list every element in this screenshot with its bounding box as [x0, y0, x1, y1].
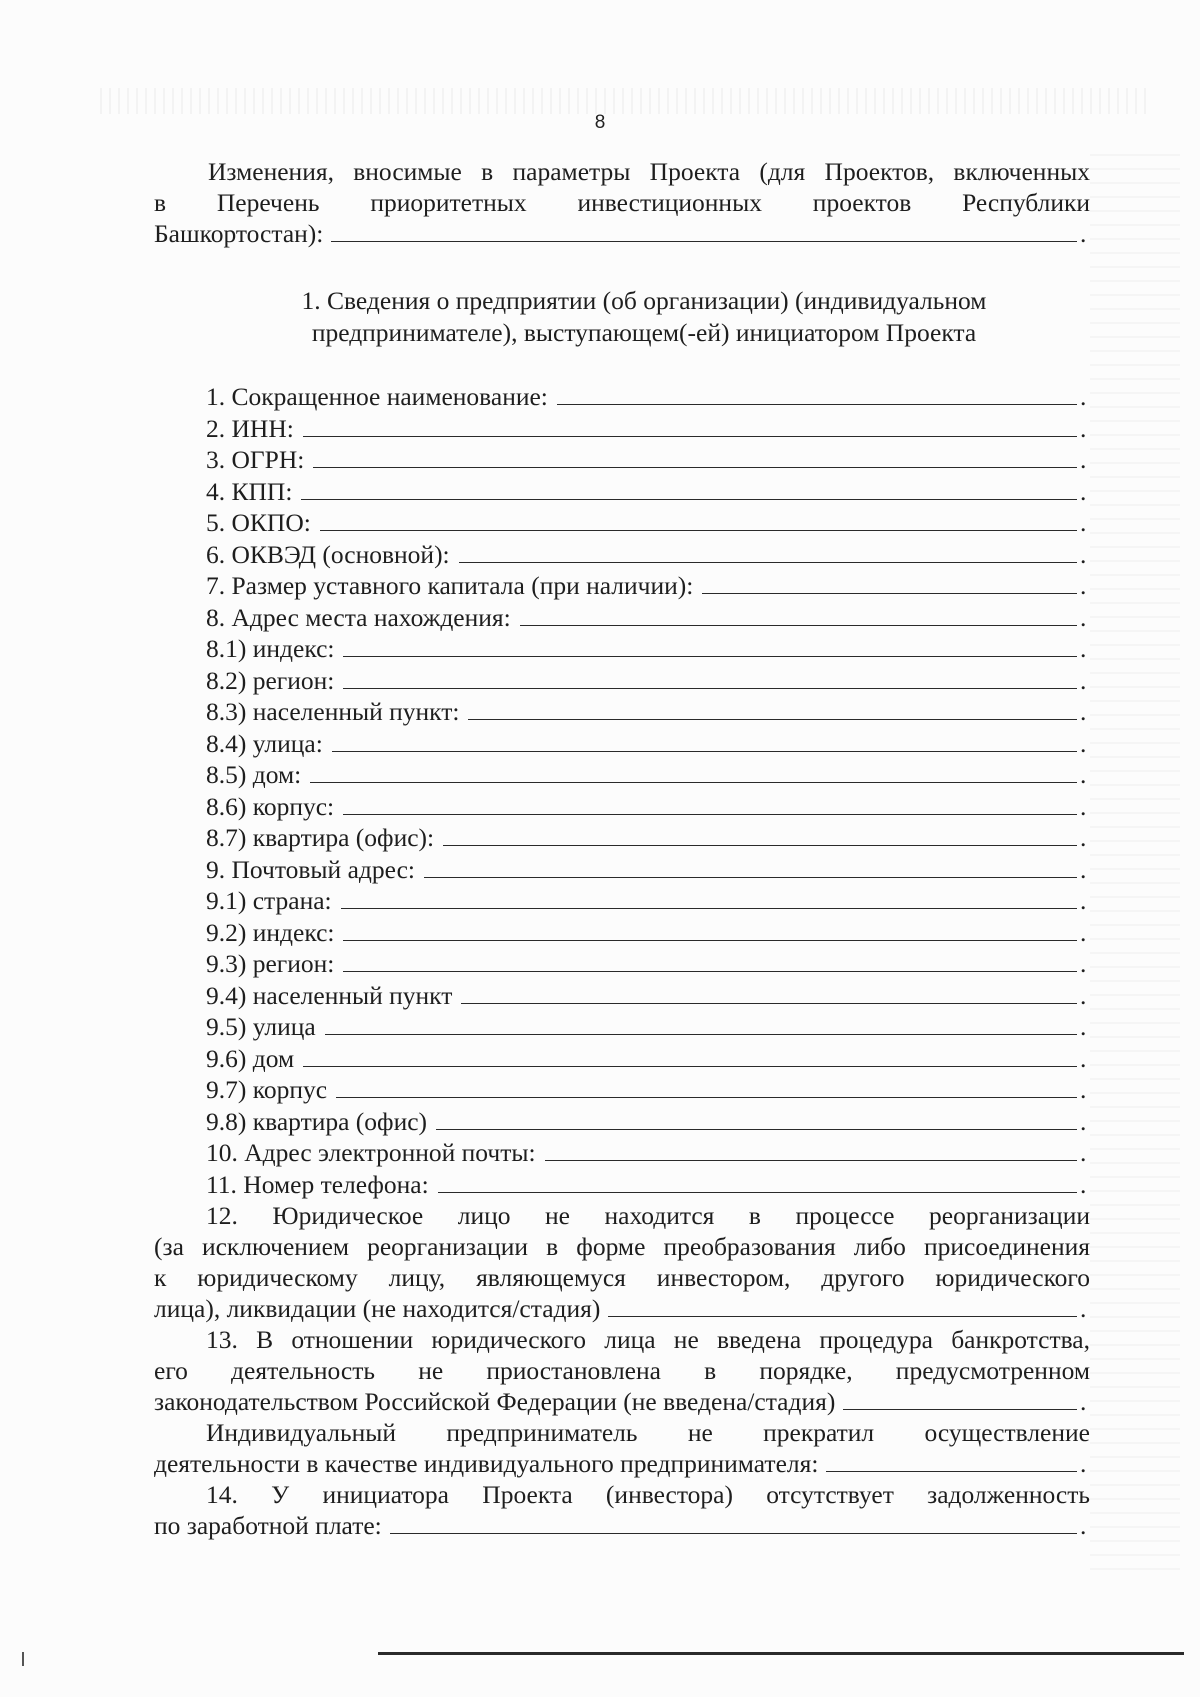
- item-13: [154, 1324, 1090, 1417]
- item-14: [154, 1479, 1090, 1541]
- fill-line[interactable]: [443, 823, 1077, 846]
- field-label: 8.5) дом:: [206, 760, 302, 789]
- item-13-entrepreneur: [154, 1417, 1090, 1479]
- fill-line[interactable]: [459, 540, 1077, 563]
- dot: .: [1080, 1511, 1087, 1540]
- fill-line[interactable]: [343, 792, 1077, 815]
- field-label: 9.1) страна:: [206, 886, 332, 915]
- dot: .: [1080, 1294, 1087, 1323]
- dot: .: [1080, 791, 1087, 821]
- item-13-line-1: 13. В отношении юридического лица не введена процедура банкротства,: [206, 1325, 1090, 1354]
- form-field-row: [154, 602, 1090, 634]
- fill-line[interactable]: [303, 1044, 1077, 1067]
- field-label: 9.6) дом: [206, 1043, 295, 1073]
- fill-line[interactable]: [343, 666, 1077, 689]
- field-label: 1. Сокращенное наименование:: [206, 382, 548, 411]
- item-14-line-2: [154, 1510, 1090, 1541]
- field-label: 8.7) квартира (офис):: [206, 823, 435, 852]
- dot: .: [1080, 1449, 1087, 1478]
- form-field-row: [154, 381, 1090, 413]
- field-label: 11. Номер телефона:: [206, 1169, 429, 1199]
- fill-line[interactable]: [702, 571, 1077, 594]
- form-field-row: [154, 507, 1090, 539]
- form-field-row: [154, 1106, 1090, 1138]
- fill-line[interactable]: [343, 918, 1077, 941]
- fill-line[interactable]: [843, 1387, 1077, 1410]
- fill-line[interactable]: [826, 1449, 1077, 1472]
- form-field-row: [154, 1074, 1090, 1106]
- section-title: [154, 285, 1090, 349]
- field-label: 9. Почтовый адрес:: [206, 854, 415, 884]
- dot: .: [1080, 571, 1087, 600]
- fill-line[interactable]: [331, 219, 1077, 242]
- form-field-row: [154, 476, 1090, 508]
- form-field-row: [154, 917, 1090, 949]
- item-13-line-3-text: законодательством Российской Федерации (не введена/стадия): [154, 1387, 836, 1416]
- form-field-row: [154, 696, 1090, 728]
- field-label: 8. Адрес места нахождения:: [206, 602, 511, 632]
- fill-line[interactable]: [310, 760, 1077, 783]
- field-label: 7. Размер уставного капитала (при наличии):: [206, 571, 694, 600]
- fill-line[interactable]: [325, 1012, 1077, 1035]
- fill-line[interactable]: [438, 1170, 1077, 1193]
- field-label: 8.6) корпус:: [206, 791, 335, 821]
- form-field-row: [154, 1011, 1090, 1043]
- form-field-row: [154, 665, 1090, 697]
- intro-line-3-text: Башкортостан):: [154, 219, 324, 248]
- form-field-row: [154, 759, 1090, 791]
- form-field-row: [154, 570, 1090, 602]
- form-field-row: [154, 1137, 1090, 1169]
- form-field-row: [154, 854, 1090, 886]
- item-13b-line-1: Индивидуальный предприниматель не прекратил осуществление: [206, 1418, 1090, 1447]
- item-12-line-2: (за исключением реорганизации в форме преобразования либо присоединения: [154, 1232, 1090, 1261]
- field-label: 9.5) улица: [206, 1012, 316, 1041]
- field-label: 8.4) улица:: [206, 728, 323, 758]
- field-label: 10. Адрес электронной почты:: [206, 1138, 536, 1167]
- item-12-line-1: 12. Юридическое лицо не находится в процессе реорганизации: [206, 1201, 1090, 1230]
- item-12-line-4-text: лица), ликвидации (не находится/стадия): [154, 1294, 601, 1323]
- form-field-row: [154, 633, 1090, 665]
- fill-line[interactable]: [313, 445, 1077, 468]
- dot: .: [1080, 1387, 1087, 1416]
- field-label: 9.2) индекс:: [206, 917, 335, 947]
- dot: .: [1080, 508, 1087, 537]
- dot: .: [1080, 1169, 1087, 1199]
- dot: .: [1080, 445, 1087, 474]
- intro-line-2: в Перечень приоритетных инвестиционных проектов Республики: [154, 188, 1090, 217]
- dot: .: [1080, 476, 1087, 506]
- fill-line[interactable]: [343, 949, 1077, 972]
- form-field-row: [154, 791, 1090, 823]
- intro-paragraph: [154, 156, 1090, 249]
- footer-rule: [378, 1652, 1184, 1655]
- page-number: 8: [594, 112, 606, 133]
- dot: .: [1080, 697, 1087, 726]
- fill-line[interactable]: [301, 477, 1077, 500]
- fill-line[interactable]: [436, 1107, 1077, 1130]
- form-field-row: [154, 822, 1090, 854]
- dot: .: [1080, 1075, 1087, 1104]
- form-field-row: [154, 539, 1090, 571]
- item-12-line-3: к юридическому лицу, являющемуся инвестором, другого юридического: [154, 1263, 1090, 1292]
- item-14-line-2-text: по заработной плате:: [154, 1511, 382, 1540]
- item-13b-line-2-text: деятельности в качестве индивидуального предпринимателя:: [154, 1449, 819, 1478]
- item-13b-line-2: [154, 1448, 1090, 1479]
- fill-line[interactable]: [303, 414, 1077, 437]
- field-label: 2. ИНН:: [206, 413, 294, 443]
- form-field-row: [154, 413, 1090, 445]
- fill-line[interactable]: [608, 1294, 1077, 1317]
- item-14-line-1: 14. У инициатора Проекта (инвестора) отсутствует задолженность: [206, 1480, 1090, 1509]
- fill-line[interactable]: [468, 697, 1077, 720]
- document-body: [154, 156, 1090, 1541]
- field-label: 3. ОГРН:: [206, 445, 305, 474]
- form-field-row: [154, 1043, 1090, 1075]
- scan-noise-right: [1090, 150, 1180, 1570]
- dot: .: [1080, 760, 1087, 789]
- dot: .: [1080, 1012, 1087, 1041]
- fill-line[interactable]: [520, 603, 1077, 626]
- dot: .: [1080, 1106, 1087, 1136]
- dot: .: [1080, 219, 1087, 248]
- field-label: 4. КПП:: [206, 476, 293, 506]
- fill-line[interactable]: [545, 1138, 1077, 1161]
- fill-line[interactable]: [557, 382, 1077, 405]
- field-label: 5. ОКПО:: [206, 508, 311, 537]
- section-title-line-2: предпринимателе), выступающем(-ей) инициатором Проекта: [311, 318, 977, 347]
- intro-line-1: Изменения, вносимые в параметры Проекта (для Проектов, включенных: [208, 157, 1090, 186]
- dot: .: [1080, 539, 1087, 569]
- dot: .: [1080, 949, 1087, 978]
- dot: .: [1080, 382, 1087, 411]
- dot: .: [1080, 917, 1087, 947]
- field-label: 8.3) населенный пункт:: [206, 697, 460, 726]
- fill-line[interactable]: [390, 1511, 1077, 1534]
- field-label: 9.3) регион:: [206, 949, 335, 978]
- form-field-row: [154, 444, 1090, 476]
- form-field-row: [154, 885, 1090, 917]
- field-label: 9.8) квартира (офис): [206, 1106, 428, 1136]
- section-title-line-1: 1. Сведения о предприятии (об организации) (индивидуальном: [301, 286, 987, 315]
- dot: .: [1080, 1043, 1087, 1073]
- fill-line[interactable]: [336, 1075, 1077, 1098]
- field-label: 8.1) индекс:: [206, 634, 335, 663]
- dot: .: [1080, 602, 1087, 632]
- dot: .: [1080, 854, 1087, 884]
- form-field-row: [154, 728, 1090, 760]
- field-label: 9.7) корпус: [206, 1075, 328, 1104]
- form-field-row: [154, 1169, 1090, 1201]
- field-label: 6. ОКВЭД (основной):: [206, 539, 450, 569]
- form-field-row: [154, 948, 1090, 980]
- margin-mark: [22, 1652, 24, 1666]
- fill-line[interactable]: [461, 981, 1077, 1004]
- fill-line[interactable]: [343, 634, 1077, 657]
- fields-list: [154, 381, 1090, 1200]
- fill-line[interactable]: [320, 508, 1077, 531]
- dot: .: [1080, 980, 1087, 1010]
- dot: .: [1080, 886, 1087, 915]
- item-12: [154, 1200, 1090, 1324]
- field-label: 9.4) населенный пункт: [206, 980, 453, 1010]
- dot: .: [1080, 665, 1087, 695]
- dot: .: [1080, 728, 1087, 758]
- dot: .: [1080, 823, 1087, 852]
- fill-line[interactable]: [341, 886, 1077, 909]
- field-label: 8.2) регион:: [206, 665, 335, 695]
- item-13-line-2: его деятельность не приостановлена в порядке, предусмотренном: [154, 1356, 1090, 1385]
- intro-line-3: [154, 218, 1090, 249]
- item-13-line-3: [154, 1386, 1090, 1417]
- fill-line[interactable]: [332, 729, 1077, 752]
- dot: .: [1080, 1138, 1087, 1167]
- fill-line[interactable]: [424, 855, 1077, 878]
- dot: .: [1080, 634, 1087, 663]
- scan-noise-top: [100, 88, 1150, 114]
- item-12-line-4: [154, 1293, 1090, 1324]
- form-field-row: [154, 980, 1090, 1012]
- dot: .: [1080, 413, 1087, 443]
